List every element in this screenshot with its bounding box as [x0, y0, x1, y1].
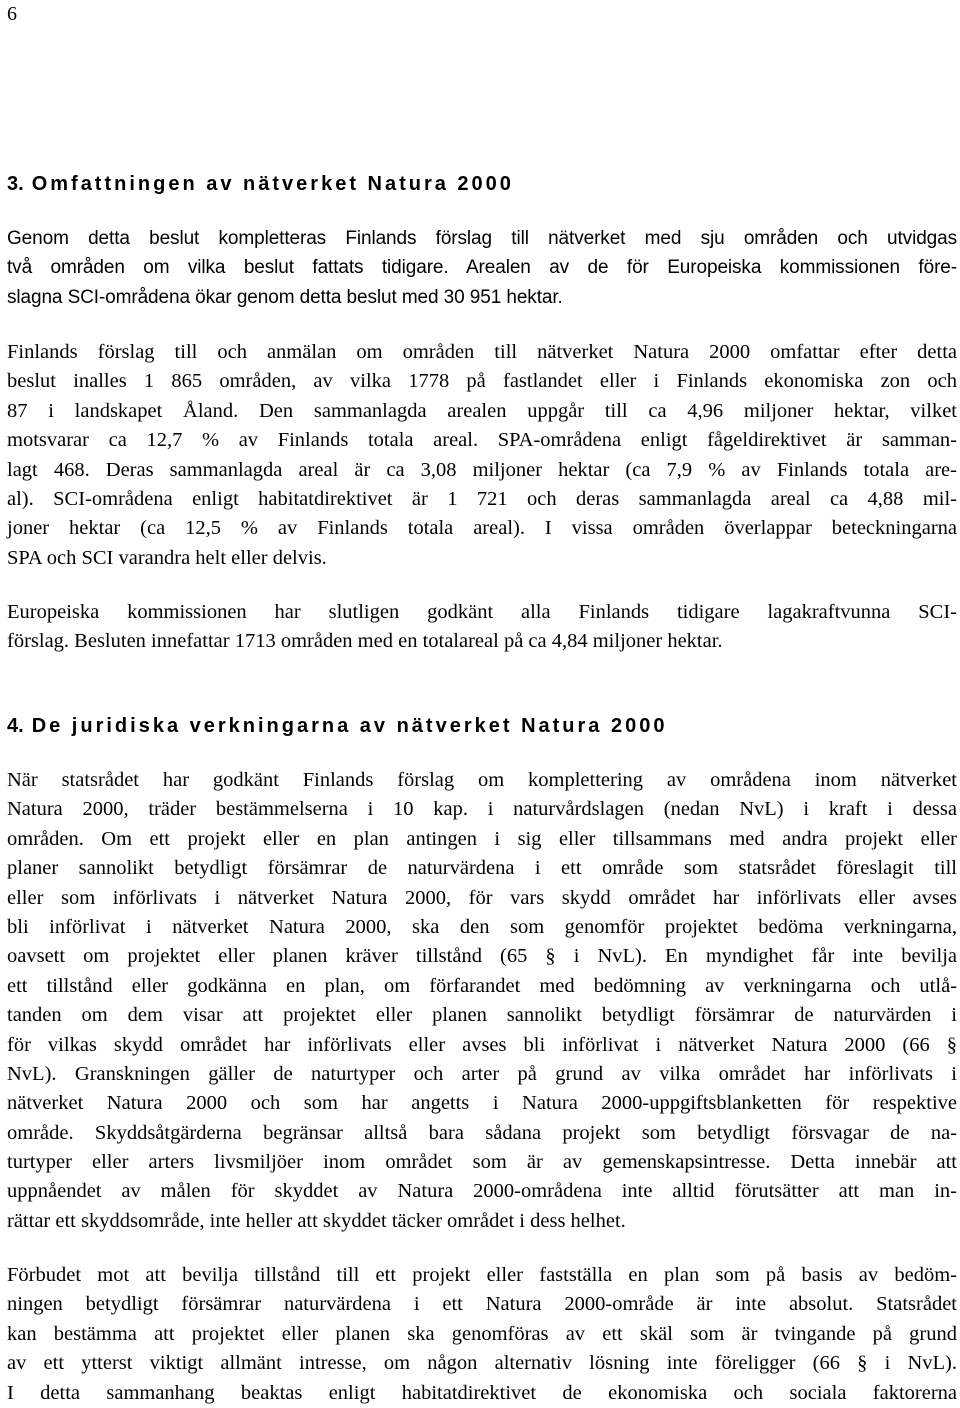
text-line: ningen betydligt försämrar naturvärdena i ett Natura 2000-område är inte absolut. Statsrådet: [7, 1293, 957, 1316]
paragraph: [7, 224, 957, 312]
text-line: tanden om dem visar att projektet eller planen sannolikt betydligt försämrar de naturvärden i: [7, 1004, 957, 1027]
text-line: planer sannolikt betydligt försämrar de naturvärdena i ett område som statsrådet föreslagit till: [7, 857, 957, 880]
text-line: slagna SCI-områdena ökar genom detta beslut med 30 951 hektar.: [7, 286, 563, 308]
text-line: joner hektar (ca 12,5 % av Finlands totala areal). I vissa områden överlappar beteckningarna: [7, 517, 957, 540]
text-line: När statsrådet har godkänt Finlands förslag om komplettering av områdena inom nätverket: [7, 769, 957, 791]
text-line: för vilkas skydd området har införlivats eller avses bli införlivat i nätverket Natura 2000 (66 §: [7, 1033, 957, 1056]
text-line: 87 i landskapet Åland. Den sammanlagda arealen uppgår till ca 4,96 miljoner hektar, vilket: [7, 399, 957, 422]
page-number: 6: [7, 3, 17, 25]
text-line: beslut inalles 1 865 områden, av vilka 1778 på fastlandet eller i Finlands ekonomiska zon och: [7, 370, 957, 393]
text-line: motsvarar ca 12,7 % av Finlands totala areal. SPA-områdena enligt fågeldirektivet är samman-: [7, 429, 957, 452]
text-line: två områden om vilka beslut fattats tidigare. Arealen av de för Europeiska kommissionen före-: [7, 257, 957, 279]
text-line: Europeiska kommissionen har slutligen godkänt alla Finlands tidigare lagakraftvunna SCI-: [7, 601, 957, 623]
text-line: uppnåendet av målen för skyddet av Natura 2000-områdena inte alltid förutsätter att man in-: [7, 1180, 957, 1203]
text-line: Finlands förslag till och anmälan om områden till nätverket Natura 2000 omfattar efter detta: [7, 341, 957, 363]
paragraph: [7, 1261, 957, 1408]
text-line: SPA och SCI varandra helt eller delvis.: [7, 546, 327, 569]
text-line: Förbudet mot att bevilja tillstånd till ett projekt eller fastställa en plan som på basis av bedöm-: [7, 1264, 957, 1286]
text-line: ett tillstånd eller godkänna en plan, om förfarandet med bedömning av verkningarna och utlå-: [7, 974, 957, 997]
text-line: NvL). Granskningen gäller de naturtyper och arter på grund av vilka området har införlivats i: [7, 1062, 957, 1085]
heading-number: 4.: [7, 715, 24, 737]
section-heading-3: [7, 171, 514, 197]
text-line: av ett ytterst viktigt allmänt intresse, om någon alternativ lösning inte föreligger (66 § i NvL).: [7, 1352, 957, 1375]
text-line: lagt 468. Deras sammanlagda areal är ca 3,08 miljoner hektar (ca 7,9 % av Finlands totala are-: [7, 458, 957, 481]
paragraph: [7, 766, 957, 1236]
text-line: al). SCI-områdena enligt habitatdirektivet är 1 721 och deras sammanlagda areal ca 4,88 mil-: [7, 487, 957, 510]
text-line: områden. Om ett projekt eller en plan antingen i sig eller tillsammans med andra projekt eller: [7, 827, 957, 850]
paragraph: [7, 598, 957, 657]
text-line: bli införlivat i nätverket Natura 2000, ska den som genomför projektet bedöma verkningarna,: [7, 915, 957, 938]
text-line: nätverket Natura 2000 och som har angetts i Natura 2000-uppgiftsblanketten för respektive: [7, 1092, 957, 1115]
text-line: eller som införlivats i nätverket Natura 2000, för vars skydd området har införlivats eller avses: [7, 886, 957, 909]
section-heading-4: [7, 713, 667, 739]
text-line: oavsett om projektet eller planen kräver tillstånd (65 § i NvL). En myndighet får inte bevilja: [7, 945, 957, 968]
heading-text: Omfattningen av nätverket Natura 2000: [31, 173, 514, 195]
text-line: kan bestämma att projektet eller planen ska genomföras av ett skäl som är tvingande på grund: [7, 1322, 957, 1345]
text-line: förslag. Besluten innefattar 1713 områden med en totalareal på ca 4,84 miljoner hektar.: [7, 630, 723, 653]
heading-number: 3.: [7, 173, 24, 195]
text-line: I detta sammanhang beaktas enligt habitatdirektivet de ekonomiska och sociala faktorerna: [7, 1381, 957, 1404]
text-line: område. Skyddsåtgärderna begränsar alltså bara sådana projekt som betydligt försvagar de na-: [7, 1121, 957, 1144]
text-line: turtyper eller arters livsmiljöer inom området som är av gemenskapsintresse. Detta innebär att: [7, 1151, 957, 1174]
heading-text: De juridiska verkningarna av nätverket Natura 2000: [31, 715, 668, 737]
text-line: rättar ett skyddsområde, inte heller att skyddet täcker området i dess helhet.: [7, 1209, 626, 1232]
text-line: Natura 2000, träder bestämmelserna i 10 kap. i naturvårdslagen (nedan NvL) i kraft i dessa: [7, 798, 957, 821]
text-line: Genom detta beslut kompletteras Finlands förslag till nätverket med sju områden och utvidgas: [7, 228, 957, 249]
paragraph: [7, 338, 957, 573]
